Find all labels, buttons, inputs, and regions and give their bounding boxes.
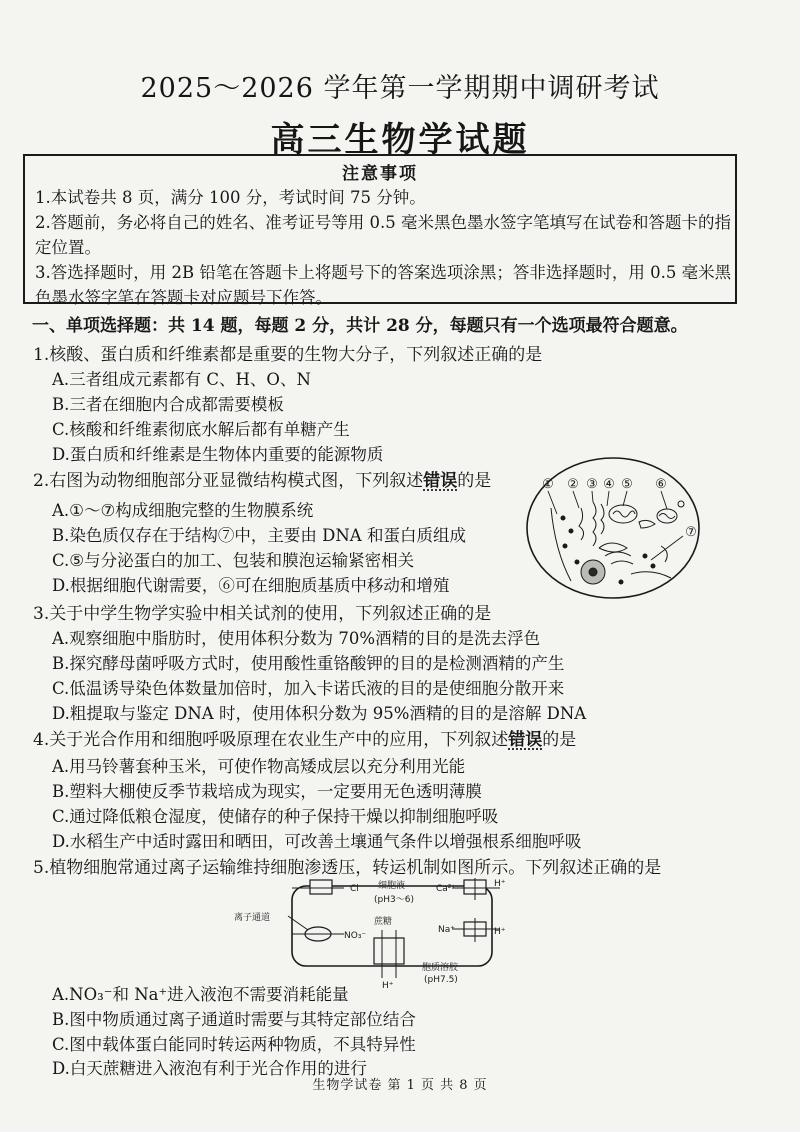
cell-label-5: ⑤ bbox=[621, 477, 633, 492]
question-3-option-d: D.粗提取与鉴定 DNA 时，使用体积分数为 95%酒精的目的是溶解 DNA bbox=[52, 704, 587, 723]
question-4-stem-post: 的是 bbox=[542, 730, 577, 750]
notice-line: 定位置。 bbox=[35, 238, 101, 257]
label-no3: NO₃⁻ bbox=[344, 931, 367, 941]
carrier-sucrose bbox=[374, 938, 404, 964]
question-5-option-b: B.图中物质通过离子通道时需要与其特定部位结合 bbox=[52, 1010, 416, 1029]
question-1-option-c: C.核酸和纤维素彻底水解后都有单糖产生 bbox=[52, 420, 350, 439]
carrier-cl bbox=[310, 880, 332, 894]
label-ca: Ca²⁺ bbox=[436, 884, 457, 894]
cell-label-2: ② bbox=[567, 477, 579, 492]
question-2-stem-post: 的是 bbox=[457, 471, 492, 491]
label-sucrose: 蔗糖 bbox=[374, 917, 393, 927]
question-1-stem: 1.核酸、蛋白质和纤维素都是重要的生物大分子，下列叙述正确的是 bbox=[33, 345, 543, 365]
label-h-mid: H⁺ bbox=[494, 927, 506, 937]
question-1-option-b: B.三者在细胞内合成都需要模板 bbox=[52, 395, 284, 414]
notice-line: 3.答选择题时，用 2B 铅笔在答题卡上将题号下的答案选项涂黑；答非选择题时，用 0.5 毫米黑 bbox=[35, 263, 732, 282]
cell-label-6: ⑥ bbox=[655, 477, 667, 492]
question-5-option-a: A.NO₃⁻和 Na⁺进入液泡不需要消耗能量 bbox=[52, 985, 349, 1004]
notice-heading: 注意事项 bbox=[342, 164, 418, 184]
ion-transport-figure bbox=[232, 874, 522, 990]
label-vacuole-sap: 细胞液 bbox=[378, 881, 406, 891]
question-2-stem-pre: 2.右图为动物细胞部分亚显微结构模式图，下列叙述 bbox=[33, 471, 424, 491]
question-1-option-d: D.蛋白质和纤维素是生物体内重要的能源物质 bbox=[52, 445, 384, 464]
label-h-top: H⁺ bbox=[494, 879, 506, 889]
question-2-option-a: A.①～⑦构成细胞完整的生物膜系统 bbox=[52, 501, 314, 520]
question-4-stem-emphasis: 错误 bbox=[508, 730, 543, 750]
question-2-option-b: B.染色质仅存在于结构⑦中，主要由 DNA 和蛋白质组成 bbox=[52, 526, 466, 545]
label-ion-channel: 离子通道 bbox=[234, 913, 271, 923]
notice-box bbox=[23, 154, 737, 307]
question-5-stem: 5.植物细胞常通过离子运输维持细胞渗透压，转运机制如图所示。下列叙述正确的是 bbox=[33, 858, 662, 878]
question-3-stem: 3.关于中学生物学实验中相关试剂的使用，下列叙述正确的是 bbox=[33, 604, 492, 624]
notice-line: 1.本试卷共 8 页，满分 100 分，考试时间 75 分钟。 bbox=[35, 188, 426, 207]
question-2-option-d: D.根据细胞代谢需要，⑥可在细胞质基质中移动和增殖 bbox=[52, 576, 450, 595]
exam-title: 2025～2026 学年第一学期期中调研考试 bbox=[140, 73, 660, 104]
question-1-option-a: A.三者组成元素都有 C、H、O、N bbox=[52, 370, 311, 389]
question-4-stem bbox=[33, 725, 576, 750]
subject-title: 高三生物学试题 bbox=[270, 120, 530, 160]
question-5-option-d: D.白天蔗糖进入液泡有利于光合作用的进行 bbox=[52, 1059, 367, 1078]
cell-label-3: ③ bbox=[586, 477, 598, 492]
section-heading: 一、单项选择题：共 14 题，每题 2 分，共计 28 分，每题只有一个选项最符合题意。 bbox=[32, 316, 688, 336]
page-footer: 生物学试卷 第 1 页 共 8 页 bbox=[312, 1078, 488, 1093]
question-4-stem-pre: 4.关于光合作用和细胞呼吸原理在农业生产中的应用，下列叙述 bbox=[33, 730, 509, 750]
question-3-option-c: C.低温诱导染色体数量加倍时，加入卡诺氏液的目的是使细胞分散开来 bbox=[52, 679, 565, 698]
label-leader-lines bbox=[548, 491, 683, 560]
label-cytosol: 胞质溶胶 bbox=[422, 963, 459, 973]
notice-line: 色墨水签字笔在答题卡对应题号下作答。 bbox=[35, 288, 332, 307]
label-na: Na⁺ bbox=[438, 925, 455, 935]
question-2-option-c: C.⑤与分泌蛋白的加工、包装和膜泡运输紧密相关 bbox=[52, 551, 415, 570]
cell-structure-figure bbox=[521, 456, 711, 606]
cell-label-7: ⑦ bbox=[685, 525, 697, 540]
label-vacuole-ph: (pH3～6) bbox=[374, 895, 414, 905]
question-4-option-d: D.水稻生产中适时露田和晒田，可改善土壤通气条件以增强根系细胞呼吸 bbox=[52, 832, 582, 851]
label-cl: Cl⁻ bbox=[350, 884, 364, 894]
cell-label-1: ① bbox=[542, 477, 554, 492]
cell-label-4: ④ bbox=[603, 477, 615, 492]
question-2-stem bbox=[33, 466, 491, 491]
question-3-option-b: B.探究酵母菌呼吸方式时，使用酸性重铬酸钾的目的是检测酒精的产生 bbox=[52, 654, 565, 673]
organelle-sketch bbox=[561, 501, 684, 584]
question-4-option-b: B.塑料大棚使反季节栽培成为现实，一定要用无色透明薄膜 bbox=[52, 782, 482, 801]
question-3-option-a: A.观察细胞中脂肪时，使用体积分数为 70%酒精的目的是洗去浮色 bbox=[52, 629, 541, 648]
question-4-option-c: C.通过降低粮仓湿度，使储存的种子保持干燥以抑制细胞呼吸 bbox=[52, 807, 499, 826]
question-5-option-c: C.图中载体蛋白能同时转运两种物质，不具特异性 bbox=[52, 1035, 416, 1054]
question-4-option-a: A.用马铃薯套种玉米，可使作物高矮成层以充分利用光能 bbox=[52, 757, 466, 776]
label-h-bottom: H⁺ bbox=[382, 981, 394, 990]
label-cytosol-ph: (pH7.5) bbox=[424, 975, 458, 985]
question-2-stem-emphasis: 错误 bbox=[423, 471, 458, 491]
notice-line: 2.答题前，务必将自己的姓名、准考证号等用 0.5 毫米黑色墨水签字笔填写在试卷和答题卡的指 bbox=[35, 213, 731, 232]
